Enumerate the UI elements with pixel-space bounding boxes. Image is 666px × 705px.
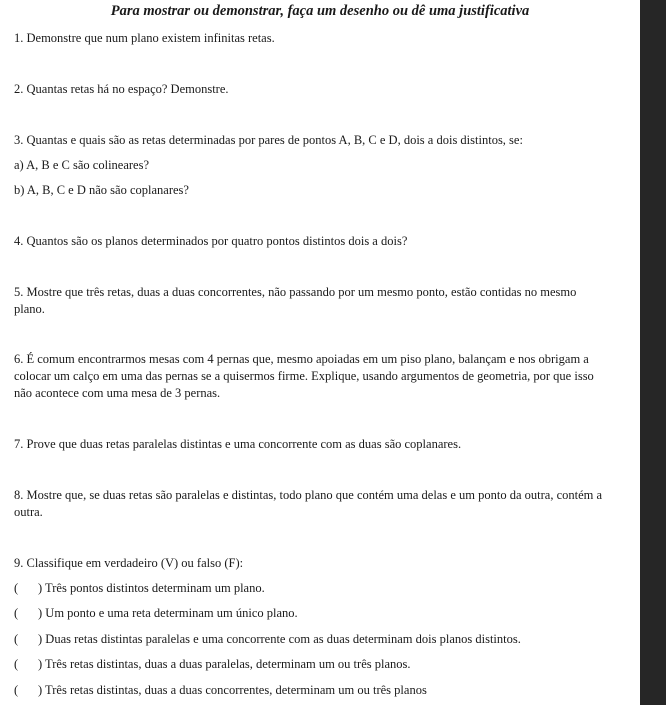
tf-item-text: ) Duas retas distintas paralelas e uma concorrente com as duas determinam dois planos distintos.: [38, 632, 521, 646]
tf-item-text: ) Três retas distintas, duas a duas paralelas, determinam um ou três planos.: [38, 657, 411, 671]
worksheet-title: Para mostrar ou demonstrar, faça um desenho ou dê uma justificativa: [110, 3, 530, 19]
tf-answer-blank: (: [14, 606, 19, 620]
question-8: 8. Mostre que, se duas retas são paralelas e distintas, todo plano que contém uma delas e um ponto da outra, contém a outra.: [14, 488, 603, 519]
tf-item-text: ) Um ponto e uma reta determinam um único plano.: [38, 606, 298, 620]
tf-answer-blank: (: [14, 683, 19, 697]
question-2: 2. Quantas retas há no espaço? Demonstre.: [14, 82, 229, 96]
question-3-item-b: b) A, B, C e D não são coplanares?: [14, 183, 189, 197]
question-1: 1. Demonstre que num plano existem infinitas retas.: [14, 31, 275, 45]
tf-item: [14, 656, 411, 673]
question-6: 6. É comum encontrarmos mesas com 4 pernas que, mesmo apoiadas em um piso plano, balançam e nos obrigam a colocar um calço em uma das pernas se a quisermos firme. Explique, usando argumentos de geometria, por que isso não acontece com uma mesa de 3 pernas.: [14, 352, 594, 400]
question-7: 7. Prove que duas retas paralelas distintas e uma concorrente com as duas são coplanares.: [14, 437, 462, 451]
tf-item-text: ) Três retas distintas, duas a duas concorrentes, determinam um ou três planos: [38, 683, 427, 697]
question-3-item-a: a) A, B e C são colineares?: [14, 158, 150, 172]
tf-item: [14, 605, 298, 622]
tf-item: [14, 631, 521, 648]
question-4: 4. Quantos são os planos determinados por quatro pontos distintos dois a dois?: [14, 234, 408, 248]
tf-answer-blank: (: [14, 632, 19, 646]
viewer-side-panel: [640, 0, 666, 705]
question-9: 9. Classifique em verdadeiro (V) ou falso (F):: [14, 556, 244, 570]
question-5: 5. Mostre que três retas, duas a duas concorrentes, não passando por um mesmo ponto, estão contidas no mesmo plano.: [14, 285, 577, 316]
tf-item: [14, 580, 265, 597]
tf-item-text: ) Três pontos distintos determinam um plano.: [38, 581, 265, 595]
tf-answer-blank: (: [14, 581, 19, 595]
tf-item: [14, 682, 427, 699]
question-3: 3. Quantas e quais são as retas determinadas por pares de pontos A, B, C e D, dois a dois distintos, se:: [14, 133, 523, 147]
tf-answer-blank: (: [14, 657, 19, 671]
